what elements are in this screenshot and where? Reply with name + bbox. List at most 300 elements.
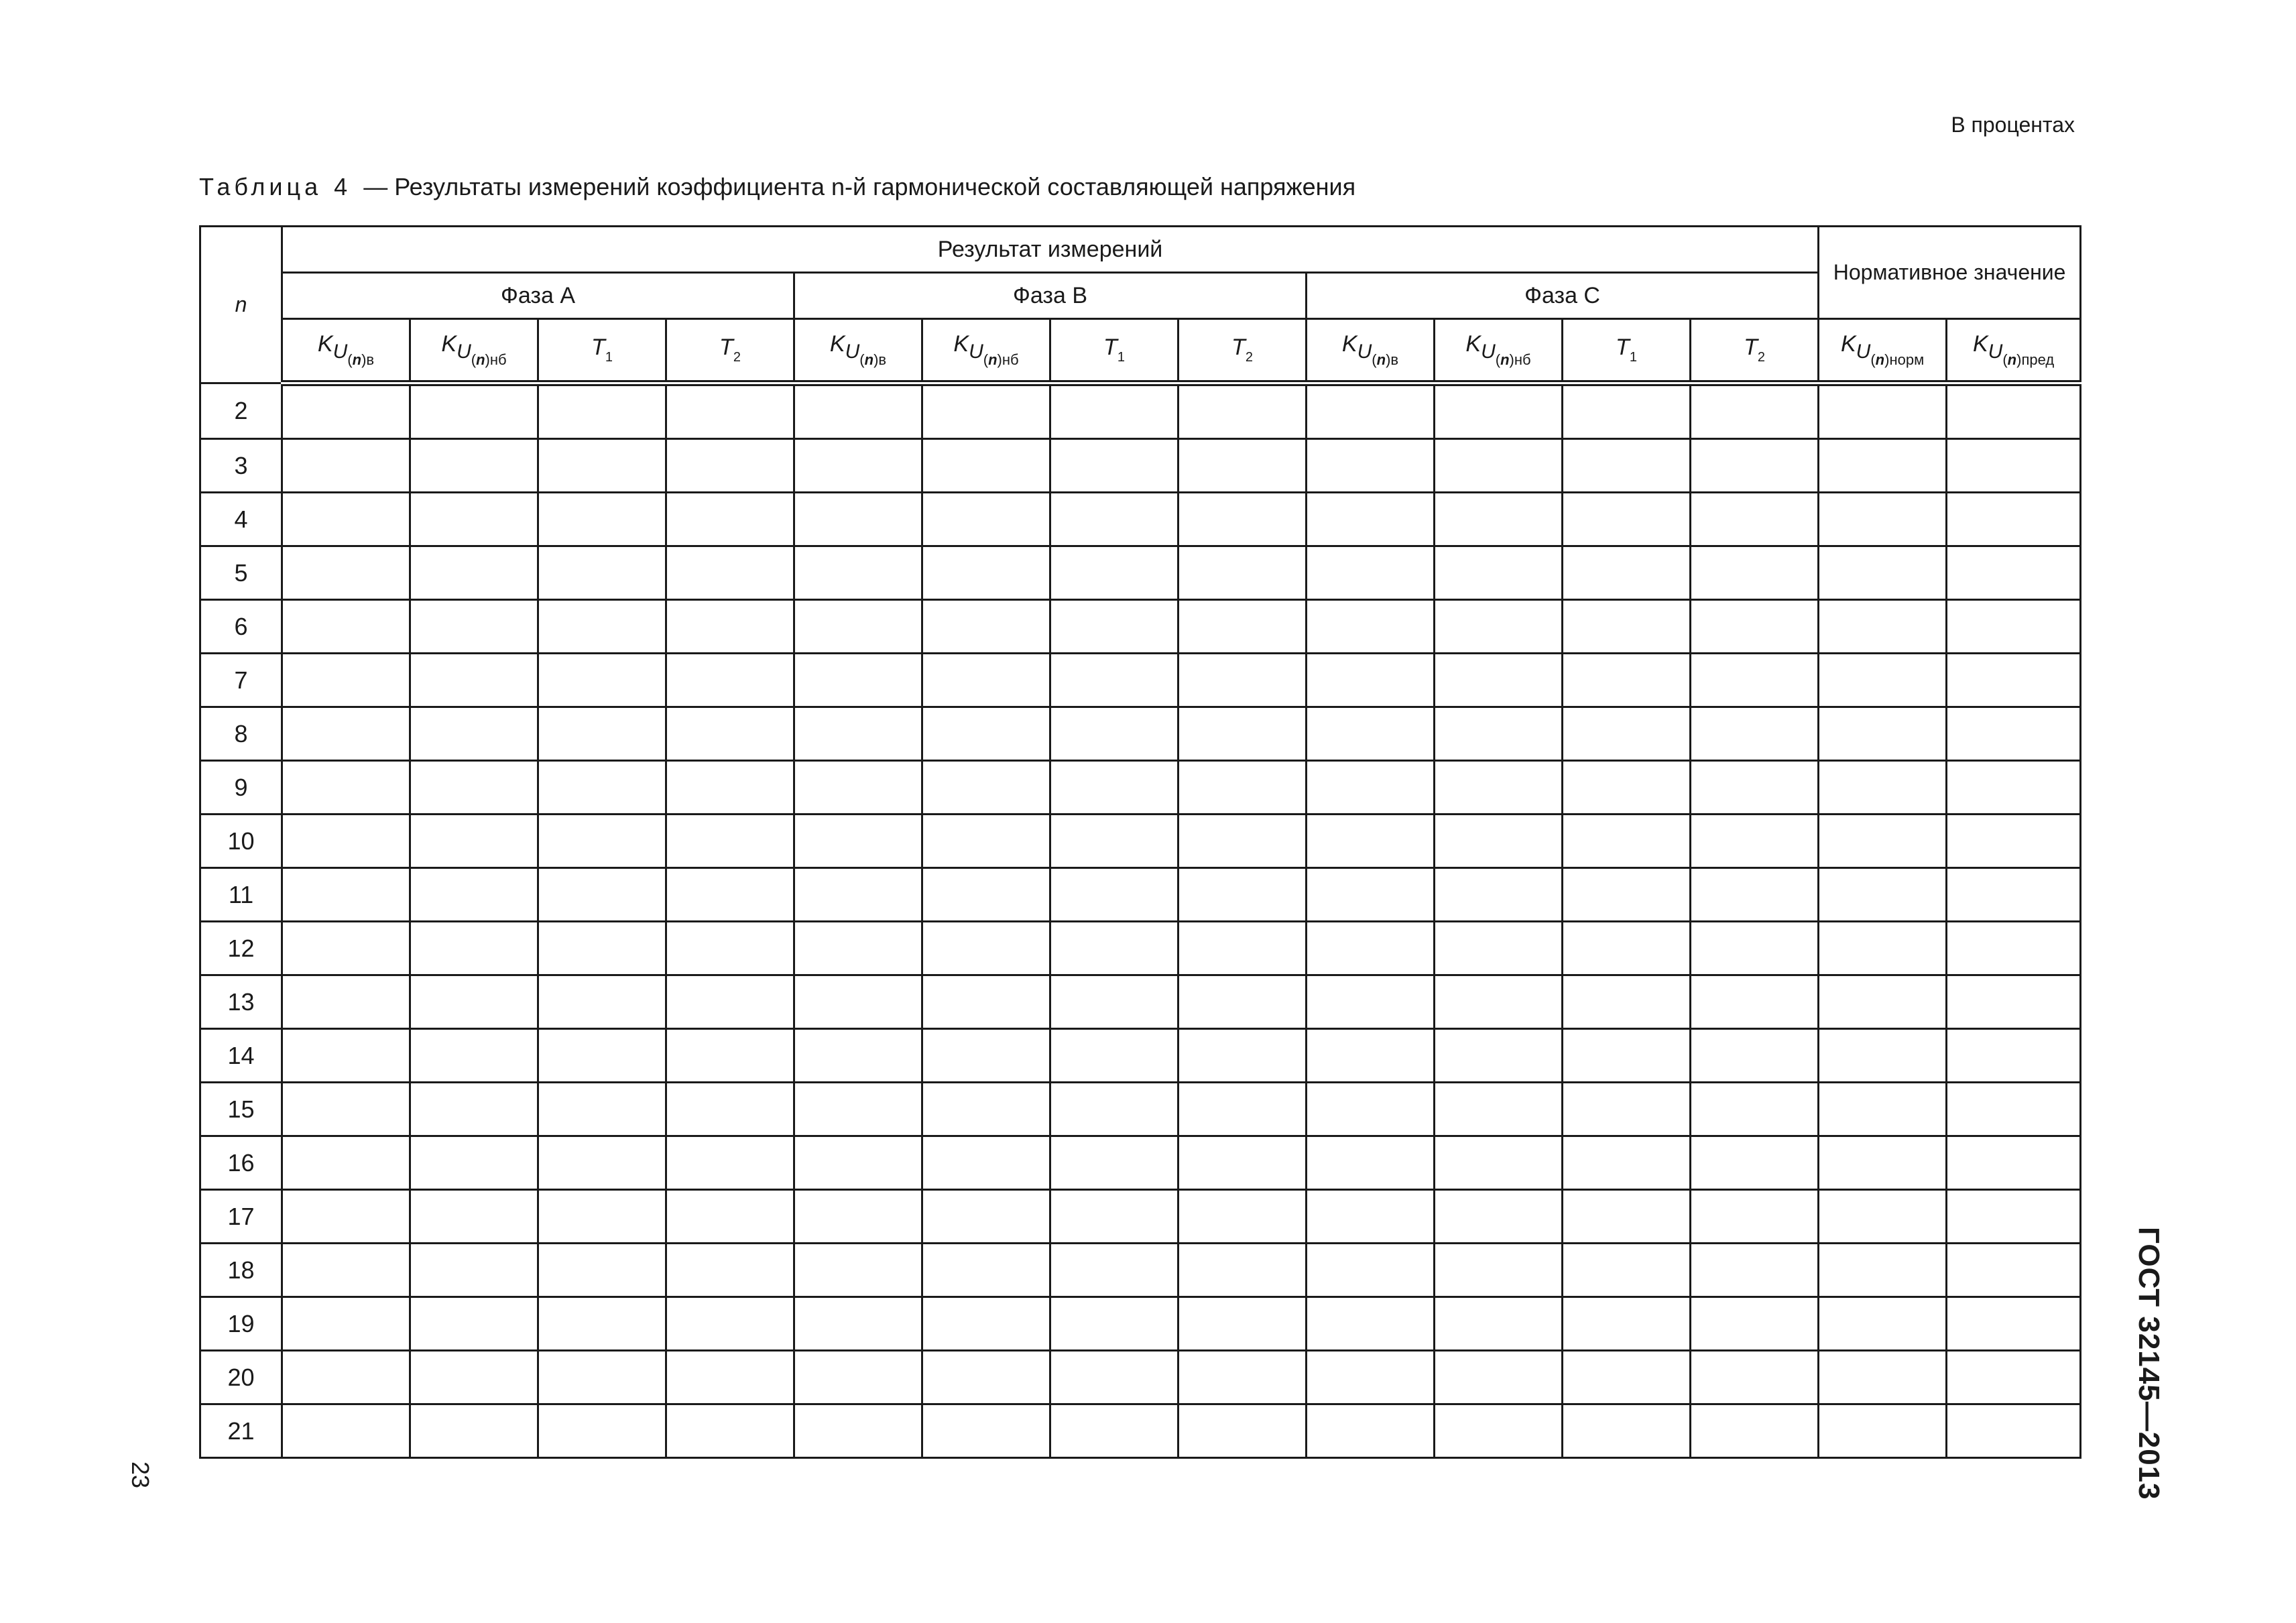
- empty-value-cell: [1179, 761, 1307, 815]
- empty-value-cell: [666, 1190, 794, 1244]
- empty-value-cell: [1435, 383, 1563, 439]
- empty-value-cell: [1819, 493, 1947, 546]
- phase-a-col2-symbol: [441, 331, 507, 368]
- normative-col1-symbol: [1840, 331, 1925, 368]
- empty-value-cell: [1563, 1083, 1691, 1136]
- empty-value-cell: [1691, 1190, 1819, 1244]
- empty-value-cell: [282, 600, 410, 654]
- table-row: [200, 546, 2081, 600]
- empty-value-cell: [666, 1083, 794, 1136]
- phase-a-col1-symbol-subscript: [333, 341, 375, 368]
- empty-value-cell: [1947, 654, 2081, 707]
- table-row: [200, 1136, 2081, 1190]
- empty-value-cell: [1819, 546, 1947, 600]
- empty-value-cell: [282, 439, 410, 493]
- empty-value-cell: [794, 975, 922, 1029]
- empty-value-cell: [1947, 1244, 2081, 1297]
- empty-value-cell: [1691, 1029, 1819, 1083]
- empty-value-cell: [282, 1136, 410, 1190]
- empty-value-cell: [922, 922, 1050, 975]
- phase-b-col2-symbol: [953, 331, 1019, 368]
- empty-value-cell: [538, 1190, 666, 1244]
- empty-value-cell: [1050, 383, 1179, 439]
- empty-value-cell: [794, 1029, 922, 1083]
- phase-a-header: Фаза A: [282, 273, 794, 319]
- row-harmonic-number: 10: [200, 815, 282, 868]
- phase-c-col2-paren-n: n: [1500, 351, 1510, 368]
- empty-value-cell: [282, 493, 410, 546]
- empty-value-cell: [794, 922, 922, 975]
- phase-b-col2-paren-close: ): [997, 351, 1002, 368]
- empty-value-cell: [1435, 600, 1563, 654]
- empty-value-cell: [1050, 546, 1179, 600]
- phase-a-col2-symbol-u: U: [457, 341, 471, 363]
- empty-value-cell: [922, 654, 1050, 707]
- empty-value-cell: [1947, 600, 2081, 654]
- empty-value-cell: [1563, 493, 1691, 546]
- empty-value-cell: [1819, 975, 1947, 1029]
- row-harmonic-number: 13: [200, 975, 282, 1029]
- phase-c-col2-symbol-sub: нб: [1514, 351, 1531, 368]
- empty-value-cell: [1307, 383, 1435, 439]
- empty-value-cell: [1435, 1404, 1563, 1458]
- empty-value-cell: [922, 1404, 1050, 1458]
- empty-value-cell: [794, 439, 922, 493]
- empty-value-cell: [794, 1297, 922, 1351]
- empty-value-cell: [1691, 815, 1819, 868]
- phase-b-col4-symbol: [1231, 335, 1253, 365]
- empty-value-cell: [282, 707, 410, 761]
- empty-value-cell: [794, 546, 922, 600]
- phase-b-col4-symbol-header: [1179, 319, 1307, 383]
- phase-b-col2-symbol-u: U: [969, 341, 983, 363]
- phase-c-col1-symbol-header: [1307, 319, 1435, 383]
- phase-a-col1-paren-n: n: [352, 351, 362, 368]
- empty-value-cell: [922, 1244, 1050, 1297]
- empty-value-cell: [794, 383, 922, 439]
- row-harmonic-number: 14: [200, 1029, 282, 1083]
- empty-value-cell: [1307, 707, 1435, 761]
- empty-value-cell: [1179, 707, 1307, 761]
- page-number: 23: [127, 1461, 154, 1489]
- phase-a-col2-symbol-inner: [471, 351, 507, 368]
- phase-b-col1-symbol-u: U: [845, 341, 860, 363]
- normative-col2-symbol-subscript: [1988, 341, 2055, 368]
- table-row: [200, 815, 2081, 868]
- empty-value-cell: [666, 868, 794, 922]
- empty-value-cell: [1691, 654, 1819, 707]
- phase-c-col3-symbol-header: [1563, 319, 1691, 383]
- empty-value-cell: [1179, 1297, 1307, 1351]
- empty-value-cell: [1307, 600, 1435, 654]
- phase-b-col1-symbol-base: K: [829, 331, 845, 357]
- caption-title: — Результаты измерений коэффициента n-й гармонической составляющей напряжения: [363, 173, 1356, 200]
- phase-a-col2-symbol-sub: нб: [489, 351, 507, 368]
- empty-value-cell: [1307, 1404, 1435, 1458]
- empty-value-cell: [410, 1136, 538, 1190]
- phase-c-col1-paren-open: (: [1372, 351, 1377, 368]
- empty-value-cell: [1435, 654, 1563, 707]
- empty-value-cell: [1563, 439, 1691, 493]
- empty-value-cell: [1691, 600, 1819, 654]
- empty-value-cell: [1179, 1351, 1307, 1404]
- phase-b-col2-symbol-header: [922, 319, 1050, 383]
- empty-value-cell: [1050, 1404, 1179, 1458]
- n-column-header: n: [200, 227, 282, 383]
- empty-value-cell: [1563, 546, 1691, 600]
- phase-c-col1-symbol-inner: [1372, 351, 1398, 368]
- empty-value-cell: [1050, 1244, 1179, 1297]
- phase-a-col1-symbol-inner: [347, 351, 374, 368]
- empty-value-cell: [1563, 1190, 1691, 1244]
- row-harmonic-number: 2: [200, 383, 282, 439]
- empty-value-cell: [922, 383, 1050, 439]
- empty-value-cell: [1435, 546, 1563, 600]
- empty-value-cell: [1307, 1244, 1435, 1297]
- empty-value-cell: [282, 1297, 410, 1351]
- empty-value-cell: [282, 975, 410, 1029]
- empty-value-cell: [1050, 1351, 1179, 1404]
- empty-value-cell: [1179, 868, 1307, 922]
- results-header: Результат измерений: [282, 227, 1819, 273]
- phase-a-col2-symbol-base: K: [441, 331, 457, 357]
- phase-a-col3-symbol-sub: 1: [605, 350, 613, 365]
- empty-value-cell: [666, 383, 794, 439]
- phase-b-col3-symbol-base: T: [1103, 335, 1117, 360]
- empty-value-cell: [1179, 1190, 1307, 1244]
- phase-c-col2-symbol-header: [1435, 319, 1563, 383]
- empty-value-cell: [1050, 1297, 1179, 1351]
- normative-col2-symbol-header: [1947, 319, 2081, 383]
- empty-value-cell: [666, 1404, 794, 1458]
- empty-value-cell: [282, 815, 410, 868]
- empty-value-cell: [1179, 1404, 1307, 1458]
- phase-b-col4-symbol-base: T: [1231, 335, 1246, 360]
- normative-col1-paren-close: ): [1884, 351, 1890, 368]
- empty-value-cell: [282, 1083, 410, 1136]
- row-harmonic-number: 9: [200, 761, 282, 815]
- empty-value-cell: [1435, 1083, 1563, 1136]
- table-row: [200, 1083, 2081, 1136]
- empty-value-cell: [538, 1351, 666, 1404]
- empty-value-cell: [410, 975, 538, 1029]
- phase-c-header: Фаза C: [1307, 273, 1819, 319]
- empty-value-cell: [1435, 1244, 1563, 1297]
- empty-value-cell: [1307, 1297, 1435, 1351]
- empty-value-cell: [1819, 1404, 1947, 1458]
- caption-number: 4: [334, 173, 348, 200]
- empty-value-cell: [666, 600, 794, 654]
- empty-value-cell: [1435, 439, 1563, 493]
- empty-value-cell: [1050, 493, 1179, 546]
- empty-value-cell: [1050, 975, 1179, 1029]
- normative-col2-symbol-u: U: [1988, 341, 2003, 363]
- normative-col1-symbol-base: K: [1840, 331, 1856, 357]
- phase-c-col4-symbol-base: T: [1744, 335, 1758, 360]
- empty-value-cell: [410, 1244, 538, 1297]
- empty-value-cell: [538, 1297, 666, 1351]
- empty-value-cell: [1691, 868, 1819, 922]
- empty-value-cell: [1179, 1083, 1307, 1136]
- phase-c-col3-symbol-base: T: [1616, 335, 1630, 360]
- row-harmonic-number: 18: [200, 1244, 282, 1297]
- phase-c-col1-symbol: [1341, 331, 1399, 368]
- phase-b-header: Фаза B: [794, 273, 1307, 319]
- normative-col2-symbol-inner: [2002, 351, 2054, 368]
- standard-code: ГОСТ 32145—2013: [2132, 1227, 2165, 1500]
- phase-a-col1-symbol-header: [282, 319, 410, 383]
- table-row: [200, 439, 2081, 493]
- phase-b-col1-symbol: [829, 331, 887, 368]
- empty-value-cell: [1691, 439, 1819, 493]
- empty-value-cell: [1050, 1083, 1179, 1136]
- empty-value-cell: [1947, 493, 2081, 546]
- empty-value-cell: [282, 1029, 410, 1083]
- phase-c-col1-paren-n: n: [1376, 351, 1386, 368]
- phase-a-col1-symbol-sub: в: [366, 351, 375, 368]
- phase-a-col3-symbol-header: [538, 319, 666, 383]
- empty-value-cell: [410, 1351, 538, 1404]
- empty-value-cell: [666, 815, 794, 868]
- empty-value-cell: [922, 761, 1050, 815]
- empty-value-cell: [1307, 815, 1435, 868]
- empty-value-cell: [922, 546, 1050, 600]
- table-row: [200, 1029, 2081, 1083]
- phase-a-col3-symbol: [591, 335, 613, 365]
- empty-value-cell: [282, 654, 410, 707]
- empty-value-cell: [538, 815, 666, 868]
- empty-value-cell: [922, 600, 1050, 654]
- empty-value-cell: [1691, 1404, 1819, 1458]
- empty-value-cell: [1819, 868, 1947, 922]
- phase-b-col4-symbol-sub: 2: [1245, 350, 1253, 365]
- empty-value-cell: [1563, 1404, 1691, 1458]
- phase-b-col1-symbol-header: [794, 319, 922, 383]
- empty-value-cell: [922, 1190, 1050, 1244]
- empty-value-cell: [1307, 1351, 1435, 1404]
- empty-value-cell: [1947, 815, 2081, 868]
- empty-value-cell: [794, 1404, 922, 1458]
- empty-value-cell: [282, 868, 410, 922]
- empty-value-cell: [922, 493, 1050, 546]
- phase-a-col4-symbol-header: [666, 319, 794, 383]
- table-caption: [199, 173, 1355, 201]
- phase-b-col2-paren-open: (: [983, 351, 989, 368]
- phase-c-col3-symbol: [1616, 335, 1637, 365]
- row-harmonic-number: 11: [200, 868, 282, 922]
- empty-value-cell: [538, 1029, 666, 1083]
- empty-value-cell: [538, 1404, 666, 1458]
- empty-value-cell: [538, 975, 666, 1029]
- empty-value-cell: [1307, 922, 1435, 975]
- empty-value-cell: [922, 1351, 1050, 1404]
- empty-value-cell: [1307, 493, 1435, 546]
- empty-value-cell: [410, 1297, 538, 1351]
- table-row: [200, 761, 2081, 815]
- empty-value-cell: [538, 868, 666, 922]
- empty-value-cell: [1947, 1029, 2081, 1083]
- normative-col2-paren-open: (: [2002, 351, 2008, 368]
- empty-value-cell: [1307, 439, 1435, 493]
- empty-value-cell: [538, 1083, 666, 1136]
- empty-value-cell: [922, 1136, 1050, 1190]
- empty-value-cell: [1179, 493, 1307, 546]
- empty-value-cell: [538, 922, 666, 975]
- empty-value-cell: [410, 493, 538, 546]
- phase-b-col1-paren-close: ): [873, 351, 879, 368]
- empty-value-cell: [1050, 1029, 1179, 1083]
- empty-value-cell: [1819, 761, 1947, 815]
- empty-value-cell: [538, 383, 666, 439]
- phase-b-col1-symbol-subscript: [845, 341, 887, 368]
- empty-value-cell: [1179, 815, 1307, 868]
- phase-c-col4-symbol-header: [1691, 319, 1819, 383]
- empty-value-cell: [410, 922, 538, 975]
- empty-value-cell: [794, 707, 922, 761]
- empty-value-cell: [1050, 654, 1179, 707]
- empty-value-cell: [1819, 1083, 1947, 1136]
- results-table: [199, 225, 2081, 1459]
- phase-c-col2-symbol-subscript: [1481, 341, 1531, 368]
- empty-value-cell: [410, 707, 538, 761]
- empty-value-cell: [282, 1244, 410, 1297]
- empty-value-cell: [1179, 383, 1307, 439]
- empty-value-cell: [1050, 707, 1179, 761]
- empty-value-cell: [1691, 493, 1819, 546]
- empty-value-cell: [1947, 922, 2081, 975]
- empty-value-cell: [922, 868, 1050, 922]
- empty-value-cell: [1179, 1136, 1307, 1190]
- empty-value-cell: [282, 1404, 410, 1458]
- empty-value-cell: [410, 1190, 538, 1244]
- empty-value-cell: [1947, 975, 2081, 1029]
- phase-a-col2-paren-close: ): [485, 351, 490, 368]
- empty-value-cell: [1050, 815, 1179, 868]
- phase-c-col1-symbol-base: K: [1341, 331, 1357, 357]
- phase-b-col1-symbol-inner: [859, 351, 886, 368]
- phase-b-col3-symbol-sub: 1: [1117, 350, 1125, 365]
- empty-value-cell: [410, 761, 538, 815]
- empty-value-cell: [1819, 1244, 1947, 1297]
- empty-value-cell: [666, 707, 794, 761]
- empty-value-cell: [1050, 439, 1179, 493]
- empty-value-cell: [410, 868, 538, 922]
- empty-value-cell: [666, 922, 794, 975]
- empty-value-cell: [1819, 1351, 1947, 1404]
- empty-value-cell: [1819, 383, 1947, 439]
- empty-value-cell: [1691, 1244, 1819, 1297]
- empty-value-cell: [538, 761, 666, 815]
- phase-b-col3-symbol: [1103, 335, 1125, 365]
- empty-value-cell: [1179, 439, 1307, 493]
- empty-value-cell: [1435, 975, 1563, 1029]
- empty-value-cell: [1563, 383, 1691, 439]
- empty-value-cell: [410, 1404, 538, 1458]
- empty-value-cell: [1307, 1083, 1435, 1136]
- empty-value-cell: [282, 761, 410, 815]
- phase-a-col4-symbol-base: T: [719, 335, 733, 360]
- empty-value-cell: [1307, 868, 1435, 922]
- phase-b-col2-paren-n: n: [988, 351, 998, 368]
- phase-c-col2-symbol-inner: [1496, 351, 1531, 368]
- empty-value-cell: [1179, 975, 1307, 1029]
- phase-c-col2-paren-open: (: [1495, 351, 1501, 368]
- phase-c-col1-symbol-u: U: [1357, 341, 1372, 363]
- phase-c-col4-symbol: [1744, 335, 1765, 365]
- empty-value-cell: [1947, 546, 2081, 600]
- normative-col2-paren-n: n: [2007, 351, 2017, 368]
- empty-value-cell: [1435, 761, 1563, 815]
- empty-value-cell: [1435, 493, 1563, 546]
- empty-value-cell: [1435, 1297, 1563, 1351]
- empty-value-cell: [282, 922, 410, 975]
- empty-value-cell: [1179, 546, 1307, 600]
- empty-value-cell: [410, 1083, 538, 1136]
- empty-value-cell: [410, 383, 538, 439]
- empty-value-cell: [1435, 922, 1563, 975]
- empty-value-cell: [410, 654, 538, 707]
- normative-col2-symbol: [1972, 331, 2055, 368]
- empty-value-cell: [794, 761, 922, 815]
- row-harmonic-number: 21: [200, 1404, 282, 1458]
- phase-a-col3-symbol-base: T: [591, 335, 605, 360]
- normative-col2-symbol-base: K: [1972, 331, 1988, 357]
- empty-value-cell: [538, 654, 666, 707]
- empty-value-cell: [1563, 1136, 1691, 1190]
- empty-value-cell: [1179, 654, 1307, 707]
- empty-value-cell: [1050, 761, 1179, 815]
- empty-value-cell: [794, 1351, 922, 1404]
- empty-value-cell: [922, 1083, 1050, 1136]
- phase-a-col2-paren-open: (: [471, 351, 477, 368]
- empty-value-cell: [1050, 922, 1179, 975]
- empty-value-cell: [1179, 600, 1307, 654]
- empty-value-cell: [794, 1190, 922, 1244]
- empty-value-cell: [1819, 1136, 1947, 1190]
- phase-a-col1-symbol-u: U: [333, 341, 348, 363]
- phase-c-col4-symbol-sub: 2: [1757, 350, 1765, 365]
- table-row: [200, 868, 2081, 922]
- phase-a-col4-symbol-sub: 2: [733, 350, 741, 365]
- empty-value-cell: [1819, 1297, 1947, 1351]
- empty-value-cell: [1050, 868, 1179, 922]
- empty-value-cell: [538, 1244, 666, 1297]
- row-harmonic-number: 15: [200, 1083, 282, 1136]
- empty-value-cell: [538, 1136, 666, 1190]
- empty-value-cell: [1819, 922, 1947, 975]
- phase-b-col2-symbol-sub: нб: [1002, 351, 1019, 368]
- phase-b-col2-symbol-inner: [983, 351, 1019, 368]
- empty-value-cell: [666, 1136, 794, 1190]
- empty-value-cell: [1947, 1297, 2081, 1351]
- phase-a-col2-symbol-header: [410, 319, 538, 383]
- phase-c-col2-symbol: [1465, 331, 1531, 368]
- empty-value-cell: [1947, 1190, 2081, 1244]
- row-harmonic-number: 5: [200, 546, 282, 600]
- empty-value-cell: [794, 868, 922, 922]
- empty-value-cell: [1435, 1029, 1563, 1083]
- empty-value-cell: [1691, 922, 1819, 975]
- empty-value-cell: [410, 439, 538, 493]
- empty-value-cell: [1947, 1136, 2081, 1190]
- normative-col2-paren-close: ): [2016, 351, 2022, 368]
- empty-value-cell: [1691, 1083, 1819, 1136]
- row-harmonic-number: 12: [200, 922, 282, 975]
- empty-value-cell: [1435, 815, 1563, 868]
- empty-value-cell: [1307, 546, 1435, 600]
- table-row: [200, 383, 2081, 439]
- empty-value-cell: [794, 815, 922, 868]
